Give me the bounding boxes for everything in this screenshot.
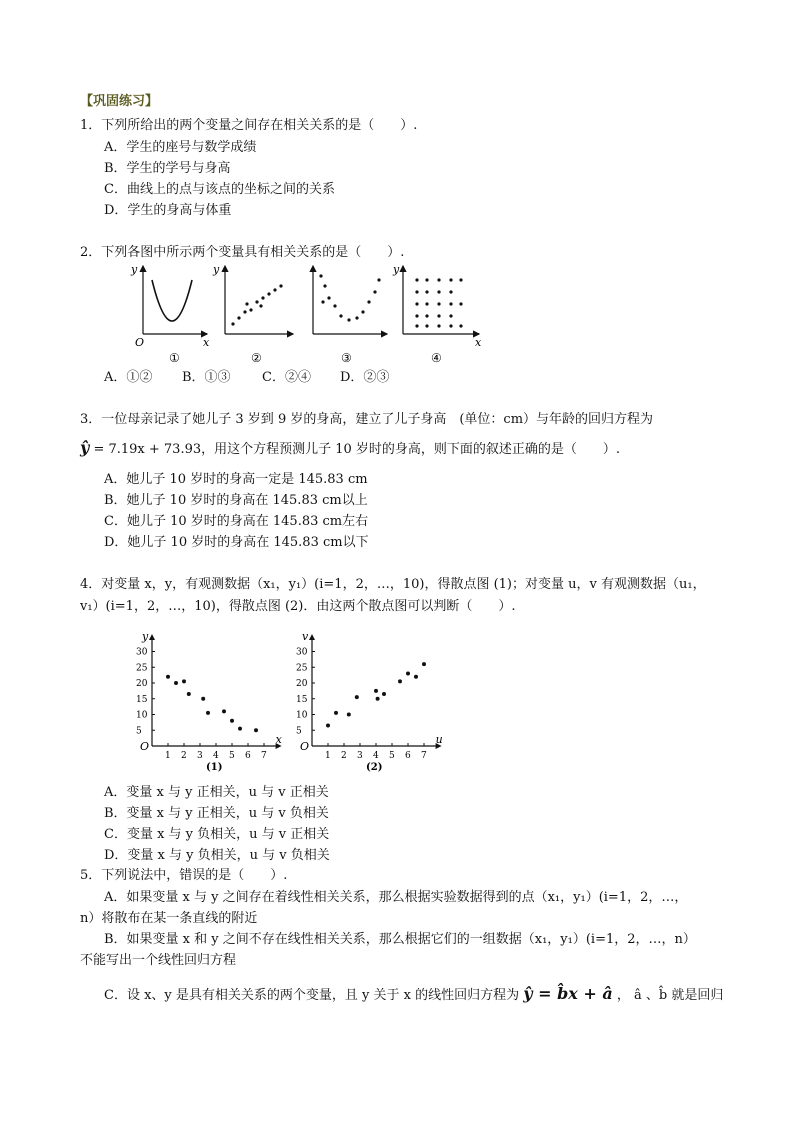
x-axis-label: x [275,733,282,746]
axis-y-label: y [131,263,138,276]
q2-figure-1 [130,263,210,365]
y-axis-label: y [142,630,149,644]
q2-option-a: A．①② [104,370,153,385]
scatter-point [347,713,351,717]
q3-option-a: A．她儿子 10 岁时的身高一定是 145.83 cm [104,472,368,487]
x-tick-label: 5 [229,751,235,761]
scatter-point [254,728,258,732]
origin-label: O [135,336,145,349]
x-tick-label: 1 [325,751,331,761]
scatter-point [238,727,242,731]
y-tick-label: 5 [296,726,302,737]
y-tick-label: 20 [136,679,148,689]
q5-c-prefix: C．设 x、y 是具有相关关系的两个变量，且 y 关于 x 的线性回归方程为 [104,988,520,1003]
x-tick-label: 6 [405,751,411,761]
q5-c-mid: ， â 、b̂ [616,988,668,1003]
scatter-point [422,662,426,666]
x-tick-label: 6 [245,751,251,761]
scatter-point [174,681,178,685]
fig-label-3: ③ [341,351,352,365]
fig-label-1: ① [169,351,180,365]
chart-caption: (2) [366,762,383,773]
q3-hat-symbol: ŷ [80,438,90,457]
q1-option-d: D．学生的身高与体重 [104,203,232,218]
y-tick-label: 10 [296,710,308,721]
q2-stem: 2．下列各图中所示两个变量具有相关关系的是（ ）. [80,245,405,260]
q2-option-d: D．②③ [340,370,390,385]
scatter-point [201,697,205,701]
x-tick-label: 2 [181,751,187,761]
q5-a-line2: n）将散布在某一条直线的附近 [80,911,258,926]
y-axis-arrow [309,634,315,640]
q3-option-d: D．她儿子 10 岁时的身高在 145.83 cm以下 [104,535,369,550]
q3-option-c: C．她儿子 10 岁时的身高在 145.83 cm左右 [104,514,369,529]
origin-label: O [140,740,150,753]
q4-stem-line1: 4．对变量 x，y，有观测数据（x₁，y₁）(i=1，2，…，10)，得散点图 (1)；对变量 u，v 有观测数据（u₁， [80,577,706,592]
q5-b-line1: B．如果变量 x 和 y 之间不存在线性相关关系，那么根据它们的一组数据（x₁，y₁）(i=1，2，…，n） [104,932,696,947]
y-axis-label: v [302,630,309,644]
q4-scatter-chart-1 [130,622,280,772]
q1-option-b: B．学生的学号与身高 [104,161,231,176]
y-tick-label: 30 [136,647,148,658]
scatter-point [406,672,410,676]
x-axis-label: u [435,733,443,746]
scatter-point [230,719,234,723]
q3-stem-line2-wrap [80,440,620,458]
svg-text:y: y [393,263,400,276]
scatter-point [355,695,359,699]
x-tick-label: 4 [373,751,379,761]
q1-option-c: C．曲线上的点与该点的坐标之间的关系 [104,182,335,197]
q4-stem-line2: v₁）(i=1，2，…，10)，得散点图 (2)．由这两个散点图可以判断（ ）. [80,599,516,614]
q4-option-d: D．变量 x 与 y 负相关，u 与 v 负相关 [104,848,330,863]
y-tick-label: 20 [296,679,308,689]
fig-label-2: ② [251,351,262,365]
q5-stem: 5．下列说法中，错误的是（ ）. [80,868,288,883]
q2-figures [125,262,485,366]
q4-option-c: C．变量 x 与 y 负相关，u 与 v 正相关 [104,827,330,842]
scatter-point [222,709,226,713]
y-tick-label: 15 [136,694,148,705]
q5-c-line [104,986,723,1004]
y-tick-label: 5 [136,726,142,737]
fig-label-4: ④ [431,351,442,365]
svg-text:y: y [213,263,220,276]
y-tick-label: 25 [136,663,148,674]
scatter-point [206,711,210,715]
y-tick-label: 25 [296,663,308,674]
q1-option-a: A．学生的座号与数学成绩 [104,140,257,155]
q5-c-formula: ŷ = b̂x + â [523,984,613,1003]
x-tick-label: 1 [165,751,171,761]
scatter-point [182,679,186,683]
q2-figure-2 [212,263,293,365]
scatter-point [334,711,338,715]
scatter-point [382,692,386,696]
q3-option-b: B．她儿子 10 岁时的身高在 145.83 cm以上 [104,493,368,508]
x-tick-label: 5 [389,751,395,761]
q5-a-line1: A．如果变量 x 与 y 之间存在着线性相关关系，那么根据实验数据得到的点（x₁，y₁）(i=1，2，…， [104,890,688,905]
x-tick-label: 7 [261,751,267,761]
q4-option-b: B．变量 x 与 y 正相关，u 与 v 负相关 [104,806,329,821]
q2-option-b: B．①③ [182,370,231,385]
scatter-point [326,724,330,728]
scatter-point [187,692,191,696]
chart-caption: (1) [206,762,223,773]
q4-option-a: A．变量 x 与 y 正相关，u 与 v 正相关 [104,785,329,800]
q2-figure-3 [313,266,387,365]
x-tick-label: 4 [213,751,219,761]
y-tick-label: 15 [296,694,308,705]
scatter-point [414,675,418,679]
q5-b-line2: 不能写出一个线性回归方程 [80,953,237,968]
q2-figure-4 [392,263,482,365]
scatter-point [376,697,380,701]
scatter-point [398,679,402,683]
y-axis-arrow [149,634,155,640]
q2-option-c: C．②④ [262,370,311,385]
q3-stem-line1: 3．一位母亲记录了她儿子 3 岁到 9 岁的身高，建立了儿子身高 (单位：cm）与年龄的回归方程为 [80,412,654,427]
origin-label: O [300,740,310,753]
scatter-point [166,675,170,679]
x-tick-label: 2 [341,751,347,761]
q5-c-suffix: 就是回归 [671,988,724,1003]
svg-text:x: x [475,336,482,349]
y-tick-label: 10 [136,710,148,721]
y-tick-label: 30 [296,647,308,658]
section-title: 【巩固练习】 [80,94,159,109]
scatter-point [374,689,378,693]
q3-stem-line2: = 7.19x + 73.93，用这个方程预测儿子 10 岁时的身高，则下面的叙述正确的是（ ）. [93,442,621,457]
q4-scatter-chart-2 [290,622,443,773]
x-tick-label: 3 [357,751,363,761]
q1-stem: 1．下列所给出的两个变量之间存在相关关系的是（ ）. [80,118,418,133]
axis-x-label: x [203,336,210,349]
x-tick-label: 7 [421,751,427,761]
x-tick-label: 3 [197,751,203,761]
